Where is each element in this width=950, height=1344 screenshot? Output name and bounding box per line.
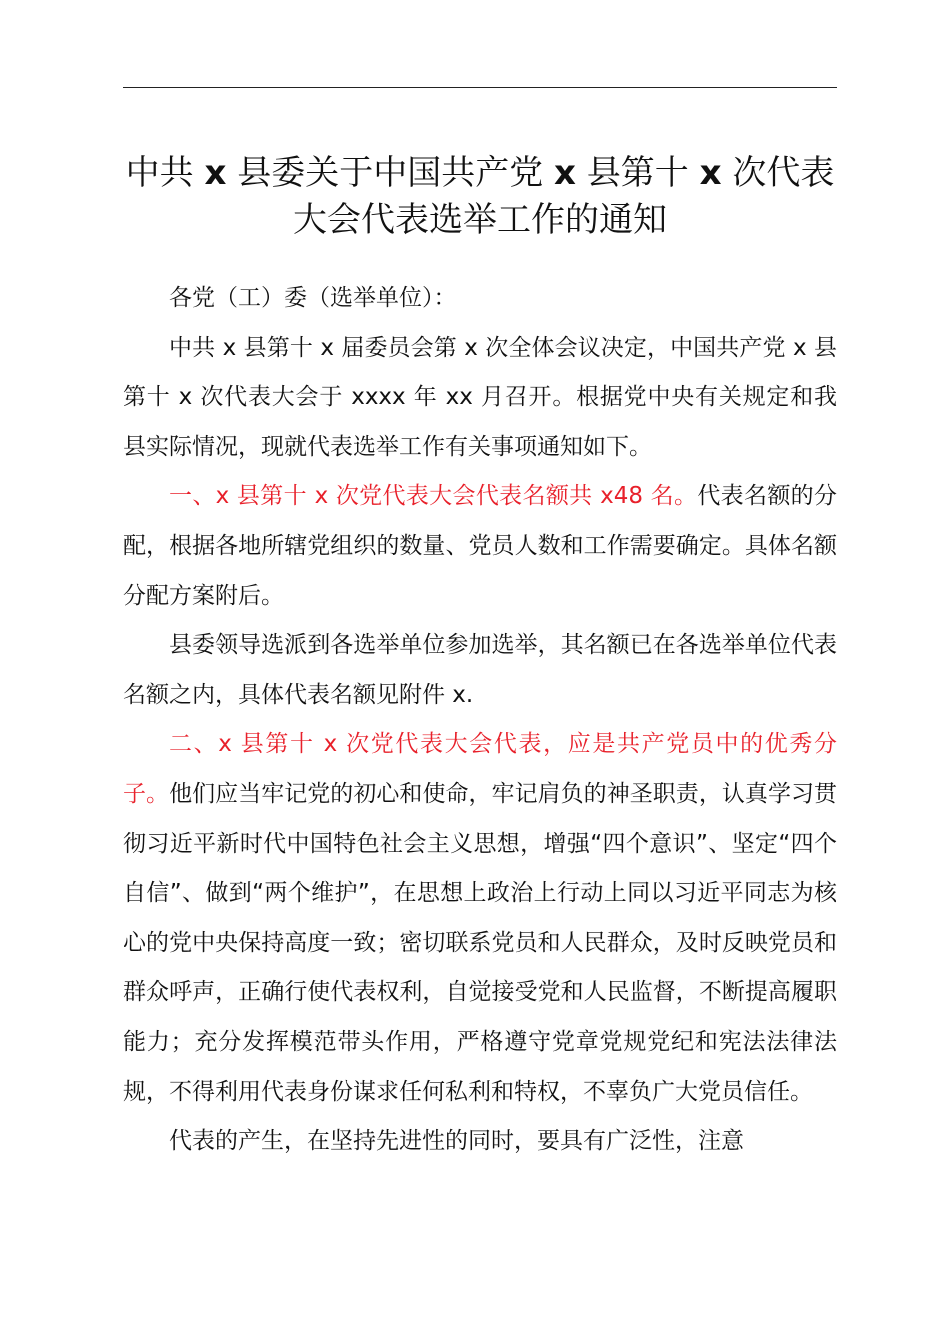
title-x-2: x bbox=[554, 153, 576, 193]
title-line-2: 大会代表选举工作的通知 bbox=[293, 200, 667, 240]
header-rule bbox=[123, 87, 837, 88]
salutation: 各党（工）委（选举单位）： bbox=[169, 285, 457, 311]
paragraph-qualification-text: 他们应当牢记党的初心和使命，牢记肩负的神圣职责，认真学习贯彻习近平新时代中国特色社会主义思想，增强“四个意识”、坚定“四个自信”、做到“两个维护”，在思想上政治上行动上同以习近平同志为核心的党中央保持高度一致；密切联系党员和人民群众，及时反映党员和群众呼声，正确行使代表权利，自觉接受党和人民监督，不断提高履职能力；充分发挥模范带头作用，严格遵守党章党规党纪和宪法法律法规，不得利用代表身份谋求任何私利和特权，不辜负广大党员信任。 bbox=[123, 780, 838, 1105]
paragraph-quota bbox=[123, 472, 837, 621]
title-part-1: 中共 bbox=[125, 153, 194, 193]
document-title bbox=[123, 150, 837, 244]
paragraph-leaders: 县委领导选派到各选举单位参加选举，其名额已在各选举单位代表名额之内，具体代表名额见附件 x. bbox=[123, 632, 837, 708]
paragraph-quota-text: 代表名额的分配，根据各地所辖党组织的数量、党员人数和工作需要确定。具体名额分配方案附后。 bbox=[123, 483, 838, 609]
title-x-1: x bbox=[204, 153, 227, 193]
title-x-3: x bbox=[699, 153, 722, 193]
section-heading-1: 一、x 县第十 x 次党代表大会代表名额共 x48 名。 bbox=[169, 483, 698, 510]
section-heading-2: 二、x 县第十 x 次党代表大会代表，应是共产党员中的优秀分子。 bbox=[123, 731, 837, 807]
paragraph-qualification bbox=[123, 720, 837, 1117]
paragraph-generation: 代表的产生，在坚持先进性的同时，要具有广泛性，注意 bbox=[169, 1128, 744, 1155]
title-part-3: 县第十 bbox=[586, 153, 689, 193]
paragraph-intro: 中共 x 县第十 x 届委员会第 x 次全体会议决定，中国共产党 x 县第十 x 次代表大会于 xxxx 年 xx 月召开。根据党中央有关规定和我县实际情况，现就代表选举工作有关事项通知如下。 bbox=[123, 334, 837, 460]
title-part-2: 县委关于中国共产党 bbox=[237, 153, 544, 193]
document-body bbox=[123, 274, 837, 1167]
title-part-4: 次代表 bbox=[732, 153, 835, 193]
